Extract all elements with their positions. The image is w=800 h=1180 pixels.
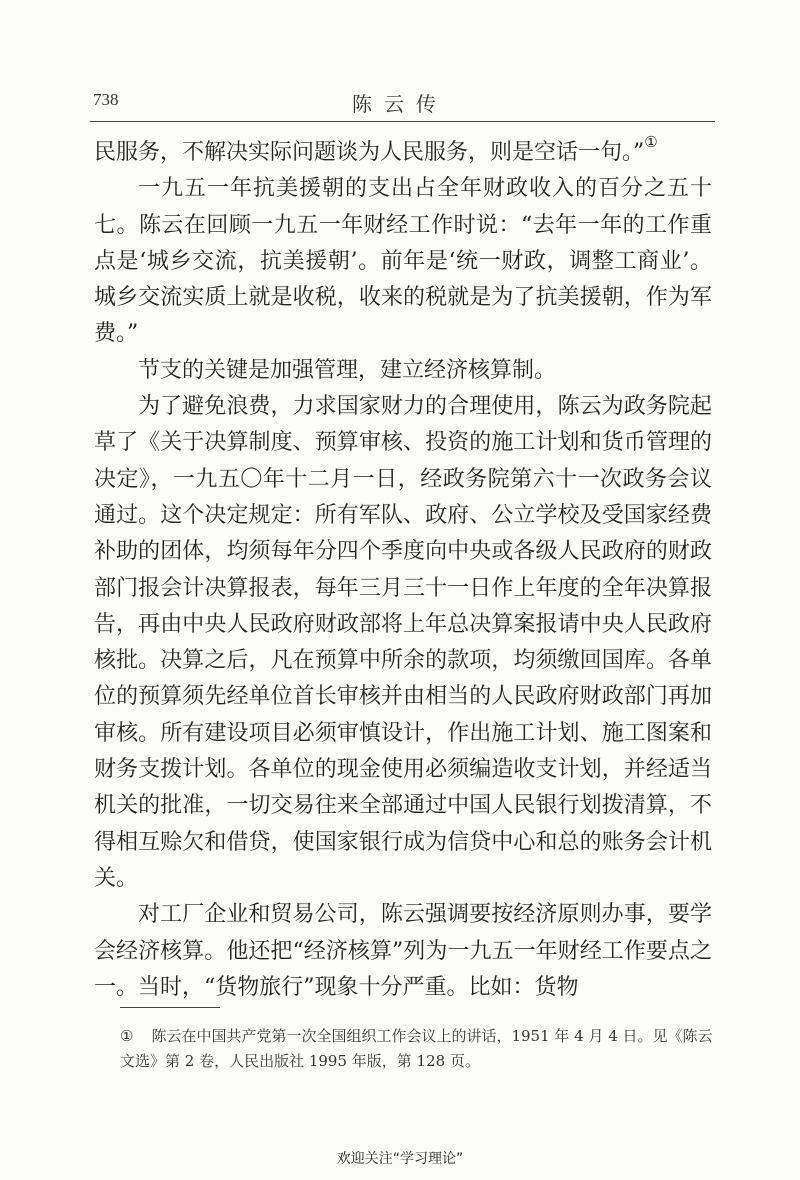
page-number: 738 — [93, 90, 119, 109]
footnote — [120, 1024, 720, 1074]
footnote-marker: ① — [120, 1027, 134, 1045]
body-text — [94, 135, 712, 1006]
paragraph-4: 为了避免浪费，力求国家财力的合理使用，陈云为政务院起草了《关于决算制度、预算审核、投资的施工计划和货币管理的决定》，一九五〇年十二月一日，经政务院第六十一次政务会议通过。这个决定规定：所有军队、政府、公立学校及受国家经费补助的团体，均须每年分四个季度向中央或各级人民政府的财政部门报会计决算报表，每年三月三十一日作上年度的全年决算报告，再由中央人民政府财政部将上年总决算案报请中央人民政府核批。决算之后，凡在预算中所余的款项，均须缴回国库。各单位的预算须先经单位首长审核并由相当的人民政府财政部门再加审核。所有建设项目必须审慎设计，作出施工计划、施工图案和财务支拨计划。各单位的现金使用必须编造收支计划，并经适当机关的批准，一切交易往来全部通过中国人民银行划拨清算，不得相互赊欠和借贷，使国家银行成为信贷中心和总的账务会计机关。 — [94, 394, 712, 891]
paragraph-1 — [94, 135, 712, 171]
paragraph-5: 对工厂企业和贸易公司，陈云强调要按经济原则办事，要学会经济核算。他还把“经济核算”列为一九五一年财经工作要点之一。当时，“货物旅行”现象十分严重。比如：货物 — [94, 902, 712, 1000]
paragraph-2: 一九五一年抗美援朝的支出占全年财政收入的百分之五十七。陈云在回顾一九五一年财经工作时说：“去年一年的工作重点是‘城乡交流，抗美援朝’。前年是‘统一财政，调整工商业’。城乡交流实质上就是收税，收来的税就是为了抗美援朝，作为军费。” — [94, 176, 712, 347]
page-footer: 欢迎关注“学习理论” — [336, 1151, 464, 1167]
footnote-text: 陈云在中国共产党第一次全国组织工作会议上的讲话，1951 年 4 月 4 日。见《陈云文选》第 2 卷，人民出版社 1995 年版，第 128 页。 — [120, 1027, 713, 1070]
footnote-reference: ① — [644, 133, 658, 151]
running-title: 陈云传 — [352, 92, 448, 116]
header-rule — [90, 121, 715, 122]
paragraph-text: 民服务，不解决实际问题谈为人民服务，则是空话一句。” — [94, 140, 645, 165]
footnote-rule — [120, 1007, 220, 1008]
paragraph-3: 节支的关键是加强管理，建立经济核算制。 — [138, 357, 557, 383]
